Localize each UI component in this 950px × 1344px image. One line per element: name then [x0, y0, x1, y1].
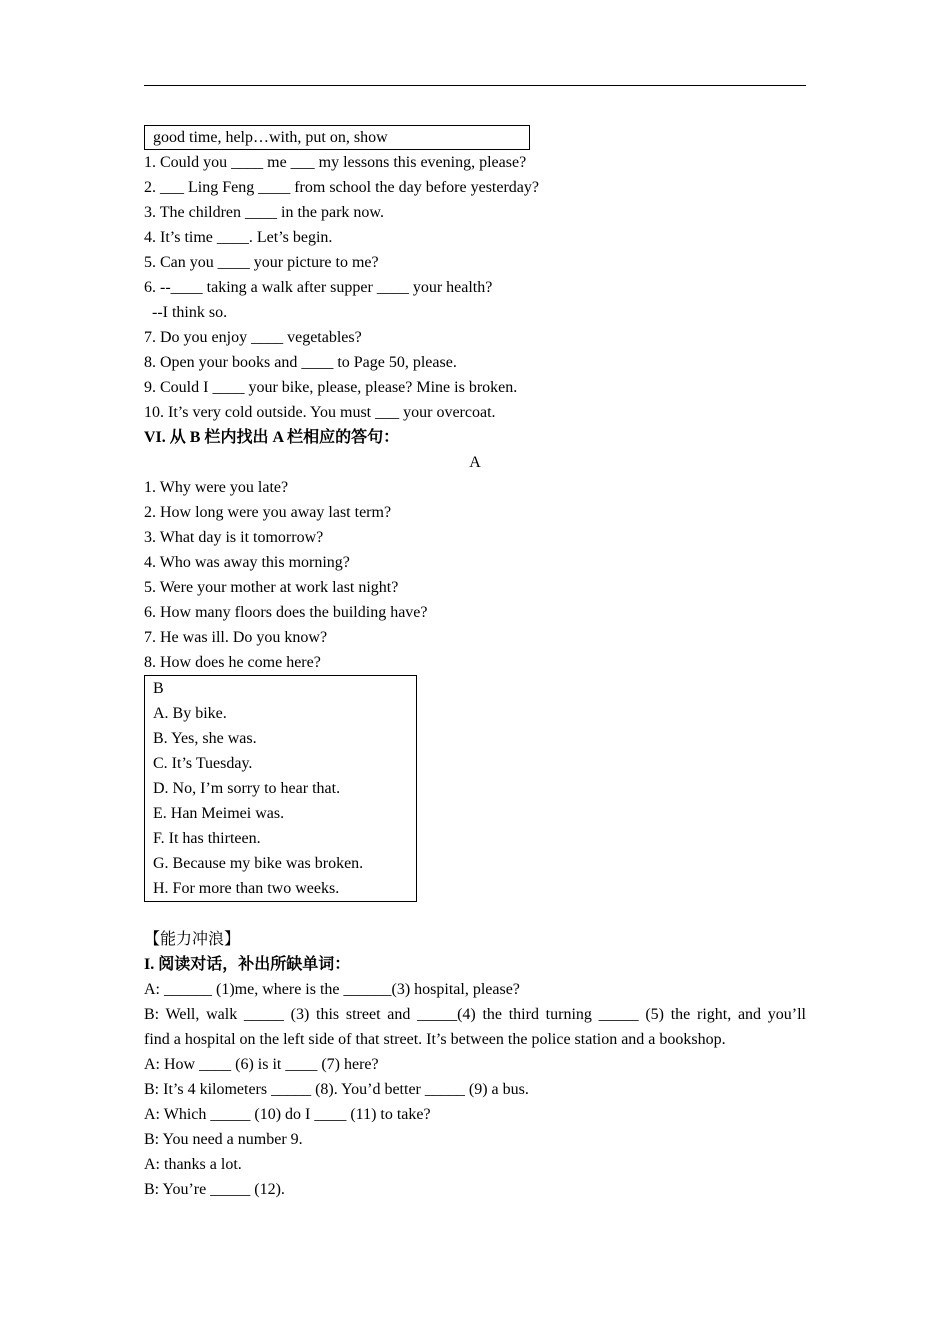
section-spacer: [144, 902, 806, 927]
column-b-item: F. It has thirteen.: [153, 830, 261, 847]
column-a-item: 4. Who was away this morning?: [144, 554, 350, 571]
question-item: 10. It’s very cold outside. You must ___ your overcoat.: [144, 404, 496, 421]
column-b-item: E. Han Meimei was.: [153, 805, 285, 822]
dialogue-line: A: thanks a lot.: [144, 1156, 242, 1173]
column-b-item: B. Yes, she was.: [153, 730, 257, 747]
column-a-list: [144, 475, 806, 675]
dialogue-line: A: ______ (1)me, where is the ______(3) hospital, please?: [144, 981, 520, 998]
word-bank-box: good time, help…with, put on, show: [144, 125, 530, 150]
column-b-box: [144, 675, 417, 902]
column-b-label: B: [153, 680, 164, 697]
dialogue-line: B: Well, walk _____ (3) this street and _____(4) the third turning _____ (5) the right, and you’ll: [144, 1006, 806, 1023]
question-item: 2. ___ Ling Feng ____ from school the day before yesterday?: [144, 179, 540, 196]
section-vi-heading: VI. 从 B 栏内找出 A 栏相应的答句：: [144, 429, 400, 446]
dialogue-line: find a hospital on the left side of that street. It’s between the police station and a bookshop.: [144, 1031, 726, 1048]
question-item: 7. Do you enjoy ____ vegetables?: [144, 329, 362, 346]
column-a-item: 3. What day is it tomorrow?: [144, 529, 324, 546]
column-b-item: H. For more than two weeks.: [153, 880, 340, 897]
column-a-item: 7. He was ill. Do you know?: [144, 629, 328, 646]
question-item: 8. Open your books and ____ to Page 50, please.: [144, 354, 457, 371]
dialogue-line: B: You need a number 9.: [144, 1131, 303, 1148]
question-item: 1. Could you ____ me ___ my lessons this evening, please?: [144, 154, 527, 171]
column-b-item: G. Because my bike was broken.: [153, 855, 364, 872]
dialogue-line: A: How ____ (6) is it ____ (7) here?: [144, 1056, 379, 1073]
dialogue: [144, 977, 806, 1202]
worksheet-page: [144, 125, 806, 1202]
question-item: 5. Can you ____ your picture to me?: [144, 254, 379, 271]
column-a-item: 5. Were your mother at work last night?: [144, 579, 399, 596]
column-a-item: 8. How does he come here?: [144, 654, 321, 671]
dialogue-line: B: You’re _____ (12).: [144, 1181, 285, 1198]
ability-section-title: 【能力冲浪】: [144, 931, 241, 948]
column-a-label: A: [469, 454, 481, 471]
column-b-item: A. By bike.: [153, 705, 227, 722]
header-rule: [144, 85, 806, 86]
question-item: 4. It’s time ____. Let’s begin.: [144, 229, 333, 246]
column-a-item: 6. How many floors does the building have?: [144, 604, 428, 621]
question-item: 6. --____ taking a walk after supper ____ your health?: [144, 279, 493, 296]
column-a-item: 2. How long were you away last term?: [144, 504, 392, 521]
column-b-item: C. It’s Tuesday.: [153, 755, 253, 772]
dialogue-line: A: Which _____ (10) do I ____ (11) to take?: [144, 1106, 431, 1123]
section-v-list: [144, 150, 806, 425]
question-item: 9. Could I ____ your bike, please, please? Mine is broken.: [144, 379, 518, 396]
column-b-item: D. No, I’m sorry to hear that.: [153, 780, 341, 797]
dialogue-line: B: It’s 4 kilometers _____ (8). You’d better _____ (9) a bus.: [144, 1081, 529, 1098]
question-item: 3. The children ____ in the park now.: [144, 204, 384, 221]
ability-section-heading: I. 阅读对话，补出所缺单词：: [144, 956, 351, 973]
column-a-item: 1. Why were you late?: [144, 479, 289, 496]
question-reply: --I think so.: [152, 304, 228, 321]
